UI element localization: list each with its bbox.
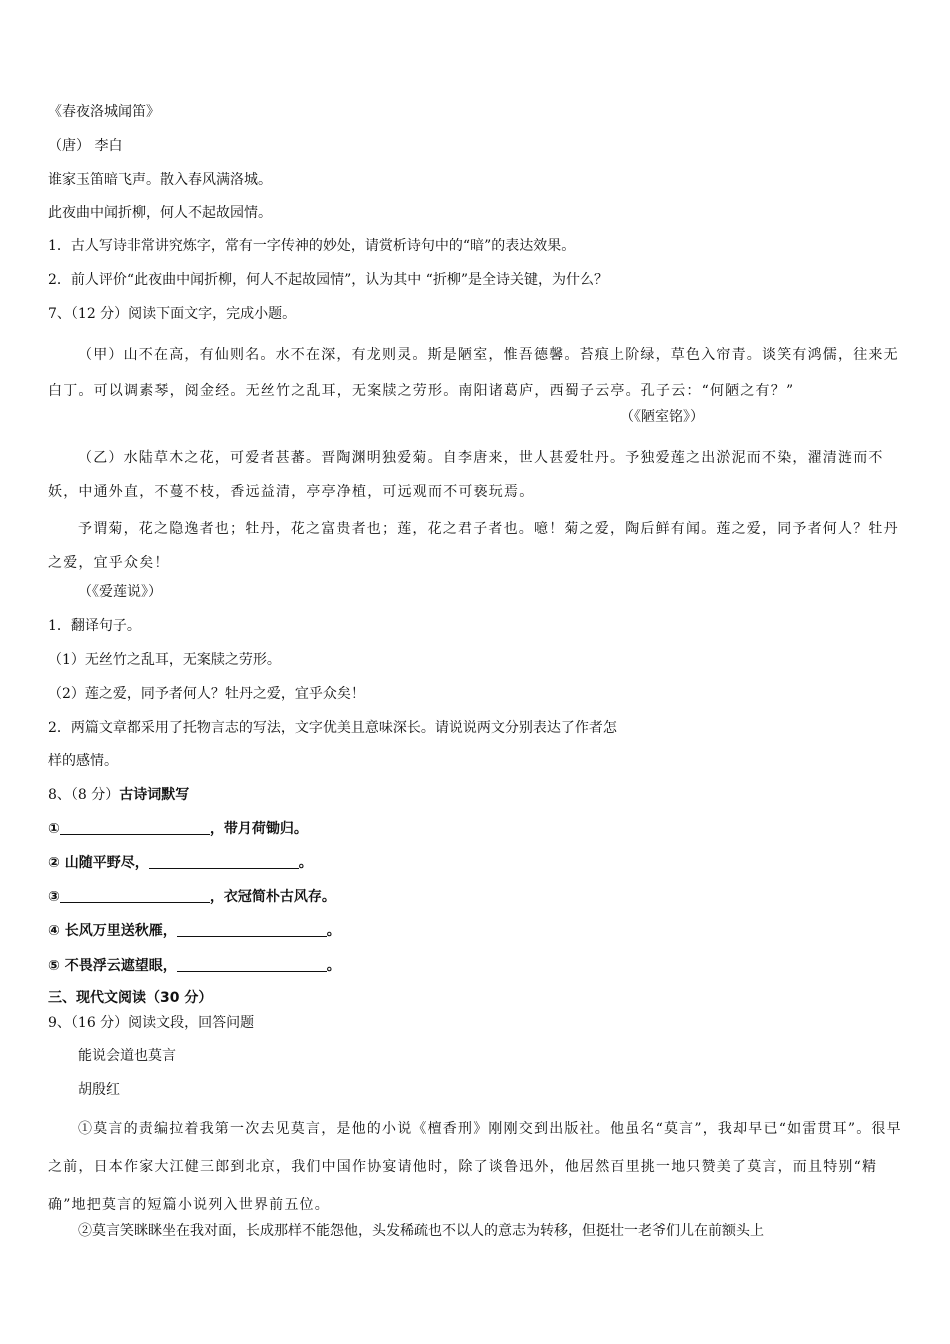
- fill-blank: [60, 888, 210, 903]
- fill-blank: [149, 854, 299, 869]
- q8-item-2-post: 。: [298, 855, 313, 871]
- q8-item-1-post: ，带月荷锄归。: [209, 821, 308, 837]
- q8-item-3-pre: ③: [48, 889, 60, 905]
- q8-header-prefix: 8、（8 分）: [48, 787, 120, 803]
- fill-blank: [60, 820, 210, 835]
- q7-jia-source: （《陋室铭》）: [620, 409, 704, 425]
- q8-item-5-pre: ⑤ 不畏浮云遮望眼，: [48, 958, 177, 974]
- q8-item-2: [48, 853, 908, 873]
- q7-subquestion-1b: （2）莲之爱，同予者何人？牡丹之爱，宜乎众矣！: [48, 686, 365, 702]
- q8-header-title: 古诗词默写: [119, 787, 190, 803]
- q7-subquestion-2: 2．两篇文章都采用了托物言志的写法，文字优美且意味深长。请说说两文分别表达了作者怎: [48, 720, 617, 736]
- poem-question-1: 1．古人写诗非常讲究炼字，常有一字传神的妙处，请赏析诗句中的“暗”的表达效果。: [48, 238, 576, 254]
- q8-item-5-post: 。: [326, 958, 341, 974]
- poem-title: 《春夜洛城闻笛》: [48, 104, 160, 120]
- q7-subquestion-1: 1．翻译句子。: [48, 618, 141, 634]
- q7-header: 7、（12 分）阅读下面文字，完成小题。: [48, 306, 297, 322]
- q8-item-3-post: ，衣冠简朴古风存。: [209, 889, 336, 905]
- q7-yi-source: （《爱莲说》）: [78, 584, 162, 600]
- poem-author: （唐） 李白: [48, 138, 123, 154]
- q7-passage-jia: （甲）山不在高，有仙则名。水不在深，有龙则灵。斯是陋室，惟吾德馨。苔痕上阶绿，草色入帘青。谈笑有鸿儒，往来无白丁。可以调素琴，阅金经。无丝竹之乱耳，无案牍之劳形。南阳诸葛庐，西蜀子云亭。孔子云：“何陋之有？”: [48, 347, 899, 399]
- poem-line-2: 此夜曲中闻折柳，何人不起故园情。: [48, 205, 272, 221]
- q8-item-2-pre: ② 山随平野尽，: [48, 855, 149, 871]
- q8-item-1-pre: ①: [48, 821, 60, 837]
- article-paragraph-2: ②莫言笑眯眯坐在我对面，长成那样不能怨他，头发稀疏也不以人的意志为转移，但挺壮一老爷们儿在前额头上: [78, 1223, 764, 1239]
- poem-question-2: 2．前人评价“此夜曲中闻折柳，何人不起故园情”，认为其中 “折柳”是全诗关键，为什么？: [48, 272, 608, 288]
- section-3-title: 三、现代文阅读（30 分）: [48, 990, 213, 1006]
- article-paragraph-1: ①莫言的责编拉着我第一次去见莫言，是他的小说《檀香刑》刚刚交到出版社。他虽名“莫言”，我却早已“如雷贯耳”。很早之前，日本作家大江健三郎到北京，我们中国作协宴请他时，除了谈鲁迅外，他居然百里挑一地只赞美了莫言，而且特别“精确”地把莫言的短篇小说列入世界前五位。: [48, 1121, 902, 1213]
- fill-blank: [177, 922, 327, 937]
- q8-header: [48, 785, 908, 805]
- q8-item-1: [48, 819, 908, 839]
- q8-item-4-post: 。: [326, 923, 341, 939]
- article-author: 胡殷红: [78, 1082, 120, 1098]
- q8-item-3: [48, 887, 908, 907]
- article-title: 能说会道也莫言: [78, 1048, 176, 1064]
- q7-subquestion-2-cont: 样的感情。: [48, 753, 118, 769]
- q8-item-5: [48, 956, 908, 976]
- q8-item-4: [48, 921, 908, 941]
- q7-passage-yi: （乙）水陆草木之花，可爱者甚蕃。晋陶渊明独爱菊。自李唐来，世人甚爱牡丹。予独爱莲之出淤泥而不染，濯清涟而不妖，中通外直，不蔓不枝，香远益清，亭亭净植，可远观而不可亵玩焉。: [48, 450, 884, 500]
- q7-subquestion-1a: （1）无丝竹之乱耳，无案牍之劳形。: [48, 652, 281, 668]
- q8-item-4-pre: ④ 长风万里送秋雁，: [48, 923, 177, 939]
- poem-line-1: 谁家玉笛暗飞声。散入春风满洛城。: [48, 172, 272, 188]
- q7-passage-yi-2: 予谓菊，花之隐逸者也；牡丹，花之富贵者也；莲，花之君子者也。噫！菊之爱，陶后鲜有闻。莲之爱，同予者何人？牡丹之爱，宜乎众矣！: [48, 521, 899, 571]
- q9-header: 9、（16 分）阅读文段，回答问题: [48, 1015, 255, 1031]
- fill-blank: [177, 957, 327, 972]
